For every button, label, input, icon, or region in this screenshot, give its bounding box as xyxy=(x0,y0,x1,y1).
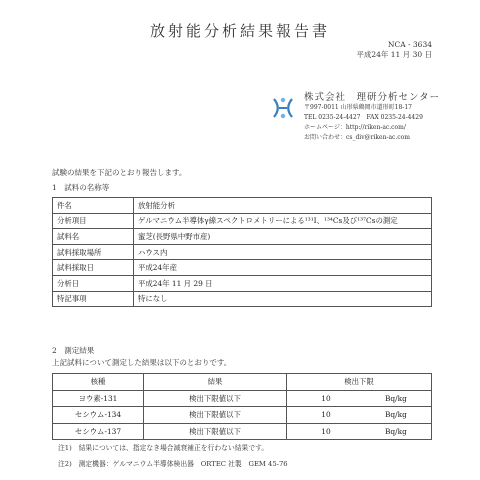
result-cell: 検出下限値以下 xyxy=(144,407,287,424)
nuclide-cell: セシウム-134 xyxy=(53,407,144,424)
section2-heading: 2 測定結果 xyxy=(52,346,95,355)
info-row xyxy=(53,213,432,229)
info-row xyxy=(53,244,432,260)
info-key: 特記事項 xyxy=(53,291,134,307)
company-homepage: ホームページ：http://riken-ac.com/ xyxy=(304,124,406,131)
column-header-result: 結果 xyxy=(144,374,287,391)
info-row xyxy=(53,229,432,245)
column-header-nuclide: 核種 xyxy=(53,374,144,391)
result-cell: 検出下限値以下 xyxy=(144,423,287,440)
info-value: ハウス内 xyxy=(134,244,432,260)
info-value: 平成24年産 xyxy=(134,260,432,276)
document-number: NCA - 3634 xyxy=(387,40,432,49)
results-table xyxy=(52,373,432,440)
info-key: 試料採取日 xyxy=(53,260,134,276)
info-value: 蜜芝(長野県中野市産) xyxy=(134,229,432,245)
limit-cell: 10 xyxy=(287,407,366,424)
info-row xyxy=(53,275,432,291)
result-row xyxy=(53,423,432,440)
limit-cell: 10 xyxy=(287,390,366,407)
riken-logo-icon xyxy=(270,95,296,121)
note-1: 注1) 結果については、指定なき場合減衰補正を行わない結果です。 xyxy=(58,444,269,452)
company-name: 株式会社 理研分析センター xyxy=(304,92,441,103)
report-date: 平成24年 11 月 30 日 xyxy=(356,50,432,59)
info-key: 分析日 xyxy=(53,275,134,291)
document-number-block xyxy=(356,40,432,60)
note-2: 注2) 測定機器：ゲルマニウム半導体検出器 ORTEC 社製 GEM 45-76 xyxy=(58,460,288,468)
nuclide-cell: ヨウ素-131 xyxy=(53,390,144,407)
info-value: 特になし xyxy=(134,291,432,307)
result-row xyxy=(53,407,432,424)
unit-cell: Bq/kg xyxy=(365,407,432,424)
info-key: 試料採取場所 xyxy=(53,244,134,260)
info-row xyxy=(53,198,432,214)
info-key: 試料名 xyxy=(53,229,134,245)
report-title: 放射能分析結果報告書 xyxy=(149,22,330,40)
info-row xyxy=(53,291,432,307)
info-value: 放射能分析 xyxy=(134,198,432,214)
limit-cell: 10 xyxy=(287,423,366,440)
info-value: ゲルマニウム半導体γ線スペクトロメトリーによる¹³¹I、¹³⁴Cs及び¹³⁷Csの測定 xyxy=(134,213,432,229)
company-info xyxy=(304,92,440,143)
unit-cell: Bq/kg xyxy=(365,423,432,440)
section2-subheading: 上記試料について測定した結果は以下のとおりです。 xyxy=(52,358,232,367)
info-key: 件名 xyxy=(53,198,134,214)
company-contact: お問い合わせ：cs_div@riken-ac.com xyxy=(304,134,410,141)
nuclide-cell: セシウム-137 xyxy=(53,423,144,440)
section1-heading: 1 試料の名称等 xyxy=(52,183,110,192)
info-key: 分析項目 xyxy=(53,213,134,229)
results-header-row xyxy=(53,374,432,391)
intro-text: 試験の結果を下記のとおり報告します。 xyxy=(52,168,187,177)
unit-cell: Bq/kg xyxy=(365,390,432,407)
company-tel-fax: TEL 0235-24-4427 FAX 0235-24-4429 xyxy=(304,114,423,121)
info-row xyxy=(53,260,432,276)
sample-info-table xyxy=(52,197,432,307)
company-address: 〒997-0011 山形県鶴岡市道形町18-17 xyxy=(304,104,412,111)
info-value: 平成24年 11 月 29 日 xyxy=(134,275,432,291)
result-row xyxy=(53,390,432,407)
column-header-limit: 検出下限 xyxy=(287,374,432,391)
result-cell: 検出下限値以下 xyxy=(144,390,287,407)
